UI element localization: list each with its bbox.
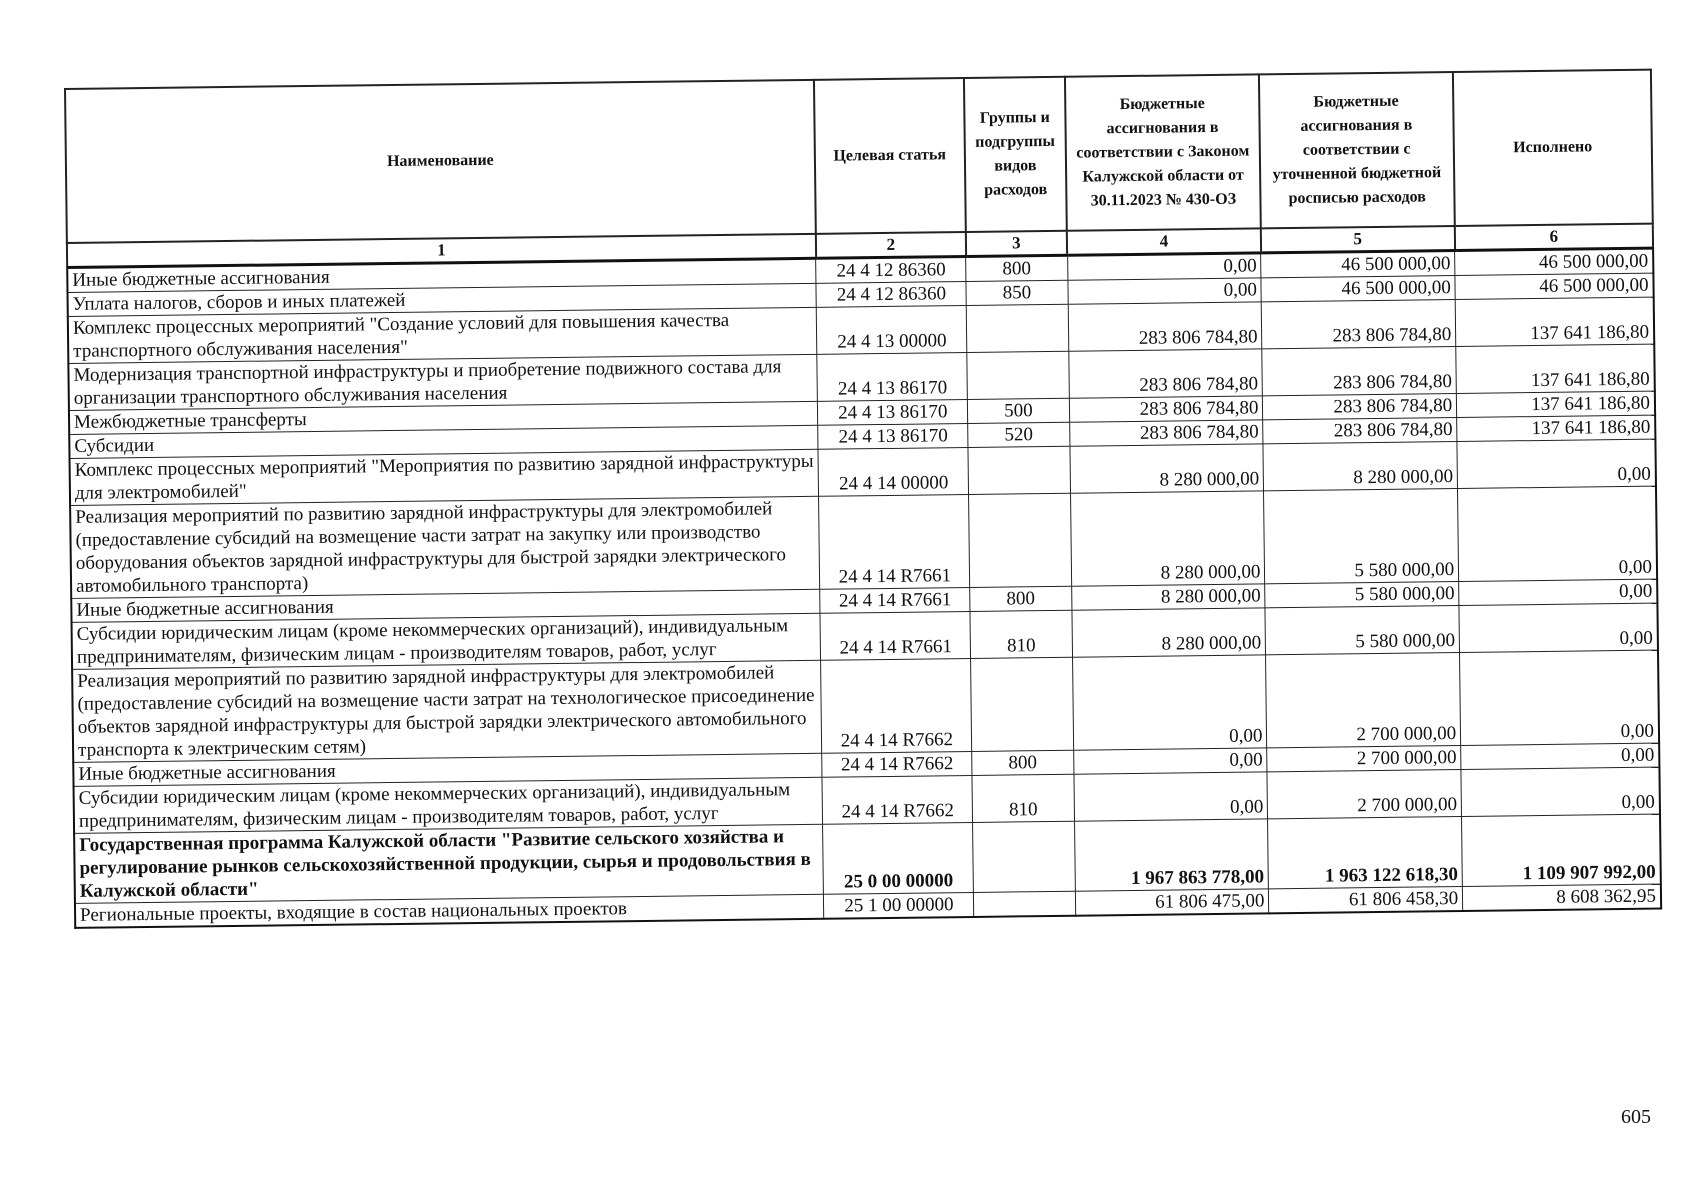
row-refined-allocation: 283 806 784,80 <box>1262 300 1456 349</box>
row-refined-allocation: 5 580 000,00 <box>1265 581 1459 607</box>
row-name: Иные бюджетные ассигнования <box>67 258 816 292</box>
row-target-article: 24 4 14 R7662 <box>821 658 972 753</box>
column-number: 1 <box>67 234 816 268</box>
row-target-article: 24 4 13 86170 <box>817 352 967 401</box>
row-law-allocation: 283 806 784,80 <box>1068 349 1262 398</box>
row-name: Реализация мероприятий по развитию зарядной инфраструктуры для электромобилей (предоставление субсидий на возмещение части затрат на технологическое присоединение объектов зарядной инфраструктуры для быстрой зарядки электрического автомобильного транспорта к электрическим сетям) <box>72 660 822 762</box>
column-number: 5 <box>1261 226 1455 253</box>
row-law-allocation: 0,00 <box>1067 253 1261 280</box>
row-law-allocation: 61 806 475,00 <box>1075 889 1269 916</box>
row-expense-group <box>966 304 1068 352</box>
row-target-article: 25 0 00 00000 <box>823 822 974 894</box>
budget-table <box>64 69 1662 929</box>
header-executed: Исполнено <box>1453 70 1653 226</box>
header-expense-group: Группы и подгруппы видов расходов <box>964 77 1067 232</box>
row-expense-group <box>969 493 1071 587</box>
row-name: Реализация мероприятий по развитию зарядной инфраструктуры для электромобилей (предоставление субсидий на возмещение части затрат на закупку или производство оборудования объектов зарядной инфраструктуры для быстрой зарядки электрического автомобильного транспорта) <box>70 496 820 598</box>
row-refined-allocation: 283 806 784,80 <box>1263 418 1457 444</box>
row-executed: 8 608 362,95 <box>1463 884 1662 911</box>
row-name: Государственная программа Калужской области "Развитие сельского хозяйства и регулирование рынков сельскохозяйственной продукции, сырья и продовольствия в Калужской области" <box>74 824 824 903</box>
row-target-article: 24 4 13 86170 <box>818 399 968 425</box>
row-refined-allocation: 283 806 784,80 <box>1263 394 1457 420</box>
row-expense-group <box>967 351 1069 399</box>
row-executed: 0,00 <box>1459 579 1658 605</box>
row-target-article: 24 4 13 00000 <box>817 305 967 354</box>
row-name: Межбюджетные трансферты <box>69 401 818 434</box>
row-refined-allocation: 2 700 000,00 <box>1267 769 1461 818</box>
row-executed: 137 641 186,80 <box>1455 297 1654 346</box>
row-law-allocation: 8 280 000,00 <box>1070 491 1265 586</box>
row-name: Субсидии юридическим лицам (кроме некоммерческих организаций), индивидуальным предпринимателям, физическим лицам - производителям товаров, работ, услуг <box>72 613 821 669</box>
row-refined-allocation: 8 280 000,00 <box>1263 442 1457 491</box>
row-name: Комплекс процессных мероприятий "Мероприятия по развитию зарядной инфраструктуры для электромобилей" <box>70 449 819 505</box>
page-number: 605 <box>1621 1106 1651 1128</box>
row-law-allocation: 283 806 784,80 <box>1068 302 1262 351</box>
row-target-article: 24 4 14 00000 <box>818 447 968 496</box>
row-law-allocation: 0,00 <box>1073 748 1267 774</box>
row-expense-group: 850 <box>966 280 1068 305</box>
header-refined-allocation: Бюджетные ассигнования в соответствии с уточненной бюджетной росписью расходов <box>1259 72 1455 228</box>
row-refined-allocation: 46 500 000,00 <box>1261 251 1455 278</box>
row-executed: 0,00 <box>1458 486 1657 581</box>
row-executed: 137 641 186,80 <box>1457 415 1656 441</box>
row-refined-allocation: 5 580 000,00 <box>1264 489 1459 584</box>
row-law-allocation: 0,00 <box>1073 772 1267 821</box>
row-law-allocation: 8 280 000,00 <box>1071 584 1265 610</box>
row-expense-group: 800 <box>966 255 1068 281</box>
row-target-article: 24 4 14 R7662 <box>822 751 972 777</box>
row-refined-allocation: 283 806 784,80 <box>1262 347 1456 396</box>
row-expense-group: 520 <box>968 422 1070 447</box>
row-refined-allocation: 1 963 122 618,30 <box>1268 816 1463 888</box>
row-executed: 1 109 907 992,00 <box>1462 814 1661 886</box>
row-law-allocation: 0,00 <box>1072 655 1267 750</box>
header-name: Наименование <box>65 80 816 243</box>
row-law-allocation: 1 967 863 778,00 <box>1074 819 1269 891</box>
row-expense-group: 500 <box>968 398 1070 423</box>
row-target-article: 24 4 14 R7661 <box>820 587 970 613</box>
row-expense-group: 800 <box>970 586 1072 611</box>
column-number: 3 <box>966 231 1068 257</box>
row-law-allocation: 8 280 000,00 <box>1071 608 1265 657</box>
header-target-article: Целевая статья <box>814 78 966 234</box>
row-executed: 0,00 <box>1461 743 1660 769</box>
row-executed: 137 641 186,80 <box>1457 391 1656 417</box>
row-refined-allocation: 61 806 458,30 <box>1269 886 1463 913</box>
row-expense-group <box>968 446 1070 494</box>
row-name: Уплата налогов, сборов и иных платежей <box>67 283 816 316</box>
row-refined-allocation: 5 580 000,00 <box>1265 605 1459 654</box>
row-law-allocation: 283 806 784,80 <box>1069 396 1263 422</box>
row-executed: 46 500 000,00 <box>1455 273 1654 299</box>
row-law-allocation: 0,00 <box>1067 278 1261 304</box>
budget-sheet <box>64 69 1662 929</box>
row-name: Субсидии <box>69 425 818 458</box>
row-law-allocation: 283 806 784,80 <box>1069 420 1263 446</box>
row-name: Региональные проекты, входящие в состав национальных проектов <box>75 894 824 928</box>
row-name: Субсидии юридическим лицам (кроме некоммерческих организаций), индивидуальным предпринимателям, физическим лицам - производителям товаров, работ, услуг <box>74 777 823 833</box>
row-target-article: 24 4 14 R7662 <box>822 775 972 824</box>
row-executed: 0,00 <box>1457 439 1656 488</box>
row-target-article: 24 4 13 86170 <box>818 423 968 449</box>
row-target-article: 24 4 12 86360 <box>816 256 966 283</box>
row-expense-group <box>974 891 1076 917</box>
row-expense-group: 800 <box>972 750 1074 775</box>
row-name: Иные бюджетные ассигнования <box>73 753 822 786</box>
row-name: Иные бюджетные ассигнования <box>71 589 820 622</box>
row-name: Комплекс процессных мероприятий "Создание условий для повышения качества транспортного обслуживания населения" <box>68 307 817 363</box>
column-number: 2 <box>816 232 966 258</box>
row-refined-allocation: 2 700 000,00 <box>1267 745 1461 771</box>
row-expense-group: 810 <box>970 610 1072 658</box>
row-executed: 46 500 000,00 <box>1455 248 1654 275</box>
row-expense-group: 810 <box>972 774 1074 822</box>
row-expense-group <box>971 657 1073 751</box>
column-number: 6 <box>1455 224 1654 251</box>
row-target-article: 24 4 14 R7661 <box>820 611 970 660</box>
header-row <box>65 70 1653 243</box>
row-target-article: 24 4 12 86360 <box>816 281 966 307</box>
header-law-allocation: Бюджетные ассигнования в соответствии с Законом Калужской области от 30.11.2023 № 430-ОЗ <box>1065 74 1261 230</box>
row-target-article: 25 1 00 00000 <box>824 892 974 918</box>
row-name: Модернизация транспортной инфраструктуры и приобретение подвижного состава для организации транспортного обслуживания населения <box>68 354 817 410</box>
row-executed: 0,00 <box>1460 650 1659 745</box>
row-executed: 0,00 <box>1461 767 1660 816</box>
row-refined-allocation: 46 500 000,00 <box>1261 276 1455 302</box>
row-executed: 137 641 186,80 <box>1456 344 1655 393</box>
row-target-article: 24 4 14 R7661 <box>819 494 970 589</box>
row-executed: 0,00 <box>1459 603 1658 652</box>
row-expense-group <box>973 821 1075 892</box>
row-refined-allocation: 2 700 000,00 <box>1266 652 1461 747</box>
row-law-allocation: 8 280 000,00 <box>1069 444 1263 493</box>
column-number: 4 <box>1067 228 1261 255</box>
